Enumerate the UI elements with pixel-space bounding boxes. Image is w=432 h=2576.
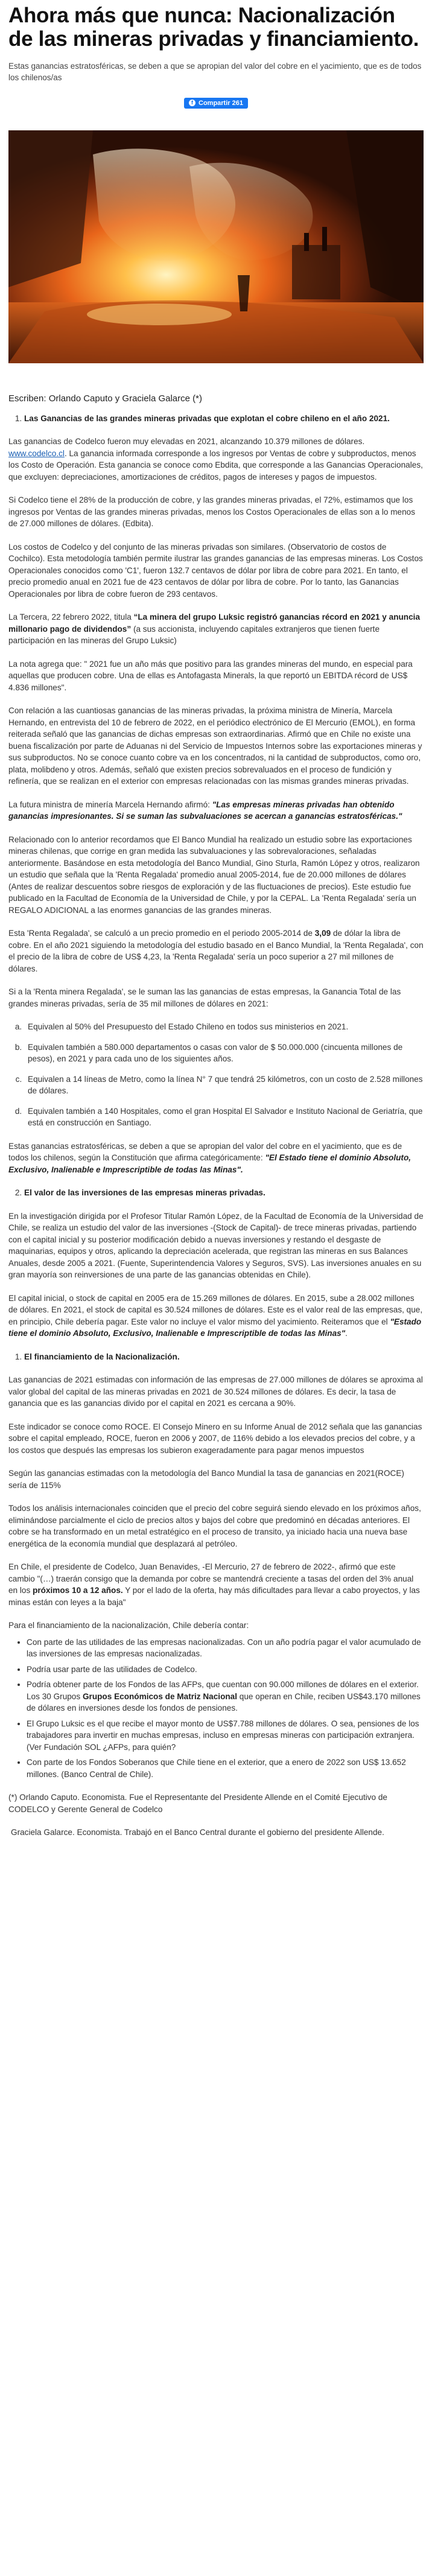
paragraph-13 (8, 1293, 424, 1340)
paragraph-3: Los costos de Codelco y del conjunto de las mineras privadas son similares. (Observatorio de costos de Cochilco). Esta metodología también permite ilustrar las grandes ganancias de las empresas mineras. Los Costos Operacionales conocidos como 'C1', fueron 132.7 centavos de dólar por libra de cobre para 2021. En tanto, el precio promedio anual en 2021 fue de 423 centavos de dólar por libra de cobre. Por lo tanto, las Ganancias Operacionales por libra de cobre fueron de 293 centavos. (8, 542, 423, 599)
paragraph-12: En la investigación dirigida por el Profesor Titular Ramón López, de la Facultad de Economía de la Universidad de Chile, se realiza un estudio del valor de las inversiones -(Stock de Capital)- de trece mineras privadas, partiendo con el capital inicial y su posterior modificación debido a nuevas inversiones y restando el desgaste de maquinarias, equipos y otros, aplicando la depreciación acelerada, que registran las mineras en sus Balances Anuales, desde 2005 a 2021. (Fuente, Superintendencia Valores y Seguros, SVS). Las inversiones anuales en su gran mayoría son reinversiones de una parte de las ganancias obtenidas en Chile). (8, 1211, 424, 1279)
paragraph-17: Todos los análisis internacionales coinciden que el precio del cobre seguirá siendo elevado en los próximos años, eliminándose parcialmente el ciclo de precios altos y bajos del cobre que predominó en décadas anteriores. El cobre se ha transformado en un metal estratégico en el proceso de transito, ya iniciado hacia una nueva base energética de la economía mundial que desplazará al petróleo. (8, 1504, 421, 1548)
paragraph-14: Las ganancias de 2021 estimadas con información de las empresas de 27.000 millones de dólares se aproxima al valor global del capital de las mineras privadas en 2021 de 30.524 millones de dólares. Es decir, la tasa de ganancia que es las ganancias divido por el capital en 2021 es cercana a 90%. (8, 1375, 423, 1408)
section-1-title: Las Ganancias de las grandes mineras privadas que explotan el cobre chileno en el año 2021. (24, 413, 390, 423)
page-title: Ahora más que nunca: Nacionalización de las mineras privadas y financiamiento. (8, 4, 419, 51)
paragraph-18-text-c: Y por el lado de la oferta, hay más dificultades para llevar a cabo proyectos, y las minas están con leyes a la baja" (8, 1586, 420, 1607)
section-3-title: El financiamiento de la Nacionalización. (24, 1352, 180, 1361)
paragraph-7 (8, 799, 424, 822)
paragraph-13-text-c: . (345, 1329, 348, 1338)
paragraph-13-quote: "Estado tiene el dominio Absoluto, Exclusivo, Inalienable e Imprescriptible de todas las Minas" (8, 1317, 422, 1338)
paragraph-1 (8, 436, 424, 483)
list-item-emphasis: Grupos Económicos de Matriz Nacional (82, 1691, 238, 1701)
paragraph-4 (8, 611, 424, 647)
paragraph-15: Este indicador se conoce como ROCE. El Consejo Minero en su Informe Anual de 2012 señala que las ganancias sobre el capital empleado, ROCE, fueron en 2006 y 2007, de 116% debido a los elevados precios del cobre, y a los costos que después las empresas los subieron exageradamente para pagar menos impuestos (8, 1422, 422, 1455)
paragraph-13-text-a: El capital inicial, o stock de capital en 2005 era de 15.269 millones de dólares. En 2015, sube a 28.002 millones de dólares. En 2021, el stock de capital es 30.524 millones de dólares. Este es el valor real de las empresas, que, en principio, Chile debería pagar. Este valor no incluye el valor mismo del yacimiento. Reiteramos que el (8, 1293, 423, 1326)
list-item (27, 1757, 424, 1780)
article-lede: Estas ganancias estratosféricas, se deben a que se apropian del valor del cobre en el yacimiento, que es de todos los chilenos/as (8, 62, 422, 82)
list-item-text-after: que operan en Chile, reciben US$43.170 millones de dólares en inversiones desde los fondos de pensiones. (27, 1691, 421, 1713)
paragraph-9-text-c: de dólar la libra de cobre. En el año 2021 siguiendo la metodología del estudio basado en el Banco Mundial, la 'Renta Regalada', con el precio de la libra de cobre de US$ 4,23, la 'Renta Regalada' sería un poco superior a 27 mil millones de dólares. (8, 929, 424, 973)
list-item-text: Equivalen también a 580.000 departamentos o casas con valor de $ 50.000.000 (cincuenta millones de pesos), en 2021 y para cada uno de los siguientes años. (28, 1042, 403, 1063)
section-heading-1 (8, 413, 424, 425)
paragraph-7-text-a: La futura ministra de minería Marcela Hernando afirmó: (8, 800, 212, 809)
footnote-authors-2: Graciela Galarce. Economista. Trabajó en el Banco Central durante el gobierno del presidente Allende. (11, 1828, 384, 1837)
list-item-text: Con parte de los Fondos Soberanos que Chile tiene en el exterior, que a enero de 2022 son US$ 13.652 millones. (Banco Central de Chile). (27, 1758, 406, 1779)
list-item-text: Equivalen también a 140 Hospitales, como el gran Hospital El Salvador e Instituto Nacional de Geriatría, que está en construcción en Santiago. (28, 1106, 423, 1127)
list-item (27, 1718, 424, 1754)
share-label: Compartir 261 (199, 99, 243, 107)
paragraph-2: Si Codelco tiene el 28% de la producción de cobre, y las grandes mineras privadas, el 72%, estimamos que los ingresos por Ventas de las grandes mineras privadas, menos los Costos Operacionales de ellas son a lo menos de 27.000 millones de dólares. (Edbita). (8, 495, 416, 528)
list-item (24, 1042, 424, 1065)
article (0, 4, 432, 1839)
footnote-authors-1: (*) Orlando Caputo. Economista. Fue el Representante del Presidente Allende en el Comité Ejecutivo de CODELCO y Gerente General de Codelco (8, 1793, 387, 1814)
list-item-text: Equivalen a 14 líneas de Metro, como la línea N° 7 que tendrá 25 kilómetros, con un costo de 2.528 millones de dólares. (28, 1074, 423, 1095)
paragraph-18 (8, 1561, 424, 1608)
paragraph-6: Con relación a las cuantiosas ganancias de las mineras privadas, la próxima ministra de Minería, Marcela Hernando, en entrevista del 10 de febrero de 2022, en el periódico electrónico de El Mercurio (EMOL), en forma reiterada señaló que las ganancias de dichas empresas son extraordinarias. Afirmó que en Chile no existe una buena fiscalización por parte de Aduanas ni del Servicio de Impuestos Internos sobre las exportaciones mineras y sus subproductos. No se conoce cuanto cobre va en los concentrados, ni la cantidad de subproductos, como oro, plata, molibdeno y otros. Además, señaló que existen precios sobrevaluados en el proceso de fundición y refinería, que se realizan en el exterior con empresas relacionadas con las mismas grandes mineras privadas. (8, 706, 422, 786)
list-item (27, 1679, 424, 1714)
paragraph-4-text-c: (a sus accionista, incluyendo capitales extranjeros que tienen fuerte participación en las mineras del Grupo Luksic) (8, 624, 380, 645)
list-item (24, 1105, 424, 1129)
paragraph-18-text-a: En Chile, el presidente de Codelco, Juan Benavides, -El Mercurio, 27 de febrero de 2022-, afirmó que este cambio "(…) traerán consigo que la demanda por cobre se mantendrá creciente a tasas del orden del 3% anual en los (8, 1562, 414, 1595)
list-item-text: El Grupo Luksic es el que recibe el mayor monto de US$7.788 millones de dólares. O sea, pensiones de los trabajadores para invertir en muchas empresas, incluso en empresas mineras con participación extranjera. (Ver Fundación SOL ¿AFPs, para quién? (27, 1719, 419, 1752)
section-heading-3 (8, 1351, 424, 1363)
paragraph-9-text-a: Esta 'Renta Regalada', se calculó a un precio promedio en el periodo 2005-2014 de (8, 929, 315, 938)
paragraph-9-price: 3,09 (314, 929, 331, 938)
paragraph-7-quote: "Las empresas mineras privadas han obtenido ganancias impresionantes. Si se suman las subvaluaciones se acercan a ganancias estratosféricas." (8, 800, 402, 821)
paragraph-1-text-a: Las ganancias de Codelco fueron muy elevadas en 2021, alcanzando 10.379 millones de dólares. (8, 437, 365, 446)
paragraph-5: La nota agrega que: " 2021 fue un año más que positivo para las grandes mineras del mundo, en especial para aquellas que producen cobre. Una de ellas es Antofagasta Minerals, la que reportó un EBITDA récord de US$ 4.836 millones". (8, 659, 413, 692)
list-item-text: Equivalen al 50% del Presupuesto del Estado Chileno en todos sus ministerios en 2021. (28, 1022, 349, 1031)
paragraph-16: Según las ganancias estimadas con la metodología del Banco Mundial la tasa de ganancias en 2021(ROCE) sería de 115% (8, 1469, 404, 1490)
paragraph-11 (8, 1140, 424, 1176)
list-item-text: Con parte de las utilidades de las empresas nacionalizadas. Con un año podría pagar el valor acumulado de las inversiones de las empresas nacionalizadas. (27, 1637, 421, 1658)
list-item (24, 1073, 424, 1097)
codelco-link[interactable]: www.codelco.cl (8, 448, 65, 458)
paragraph-8: Relacionado con lo anterior recordamos que El Banco Mundial ha realizado un estudio sobre las exportaciones mineras chilenas, que corrige en gran medida las subvaluaciones y las sobrevaloraciones, señaladas anteriormente. Basándose en esta metodología del Banco Mundial, Gino Sturla, Ramón López y otros, realizaron un estudio que señala que la 'Renta Regalada' promedio anual 2005-2014, fue de 20.000 millones de dólares (Antes de realizar descuentos sobre riesgos de exploración y de las fluctuaciones de precios). Este estudio fue publicado en la Facultad de Economía de la Universidad de Chile, y por la CEPAL. La 'Renta Regalada' sería un REGALO ADICIONAL a las enormes ganancias de las grandes mineras. (8, 835, 420, 915)
list-item (27, 1664, 424, 1676)
paragraph-11-quote: "El Estado tiene el dominio Absoluto, Exclusivo, Inalienable e Imprescriptible de todas las Minas". (8, 1153, 411, 1174)
list-item-text: Podría usar parte de las utilidades de Codelco. (27, 1664, 197, 1674)
list-item-text: Podría obtener parte de los Fondos de las AFPs, que cuentan con 90.000 millones de dólares en el exterior. Los 30 Grupos (27, 1680, 419, 1701)
byline: Escriben: Orlando Caputo y Graciela Galarce (*) (8, 393, 202, 404)
facebook-icon: f (189, 100, 195, 106)
section-heading-2 (8, 1187, 424, 1199)
share-row (8, 97, 424, 109)
list-item (27, 1636, 424, 1660)
paragraph-4-text-a: La Tercera, 22 febrero 2022, titula (8, 612, 134, 622)
hero-image-copper-smelter (8, 130, 424, 363)
section-2-title: El valor de las inversiones de las empresas mineras privadas. (24, 1188, 265, 1197)
financing-list (8, 1636, 424, 1781)
equivalences-list (8, 1021, 424, 1129)
paragraph-9 (8, 927, 424, 975)
paragraph-10: Si a la 'Renta minera Regalada', se le suman las las ganancias de estas empresas, la Ganancia Total de las grandes mineras privadas, sería de 35 mil millones de dólares en 2021: (8, 987, 401, 1008)
list-item (24, 1021, 424, 1033)
paragraph-18-emphasis: próximos 10 a 12 años. (33, 1586, 123, 1595)
paragraph-11-text-a: Estas ganancias estratosféricas, se deben a que se apropian del valor del cobre en el yacimiento, que es de todos los chilenos, según la Constitución que afirma categóricamente: (8, 1141, 402, 1162)
paragraph-19: Para el financiamiento de la nacionalización, Chile debería contar: (8, 1621, 249, 1630)
paragraph-4-quote: “La minera del grupo Luksic registró ganancias récord en 2021 y anuncia millonario pago de dividendos” (8, 612, 421, 634)
paragraph-1-text-b: . La ganancia informada corresponde a los ingresos por Ventas de cobre y subproductos, menos los Costo de Operación. Esta ganancia se conoce como Ebdita, que corresponde a las Ganancias Operacionales, que excluyen: depreciaciones, amortizaciones de créditos, pagos de intereses y pagos de impuestos. (8, 448, 423, 482)
share-button[interactable] (184, 98, 248, 109)
article-body (8, 413, 424, 1839)
